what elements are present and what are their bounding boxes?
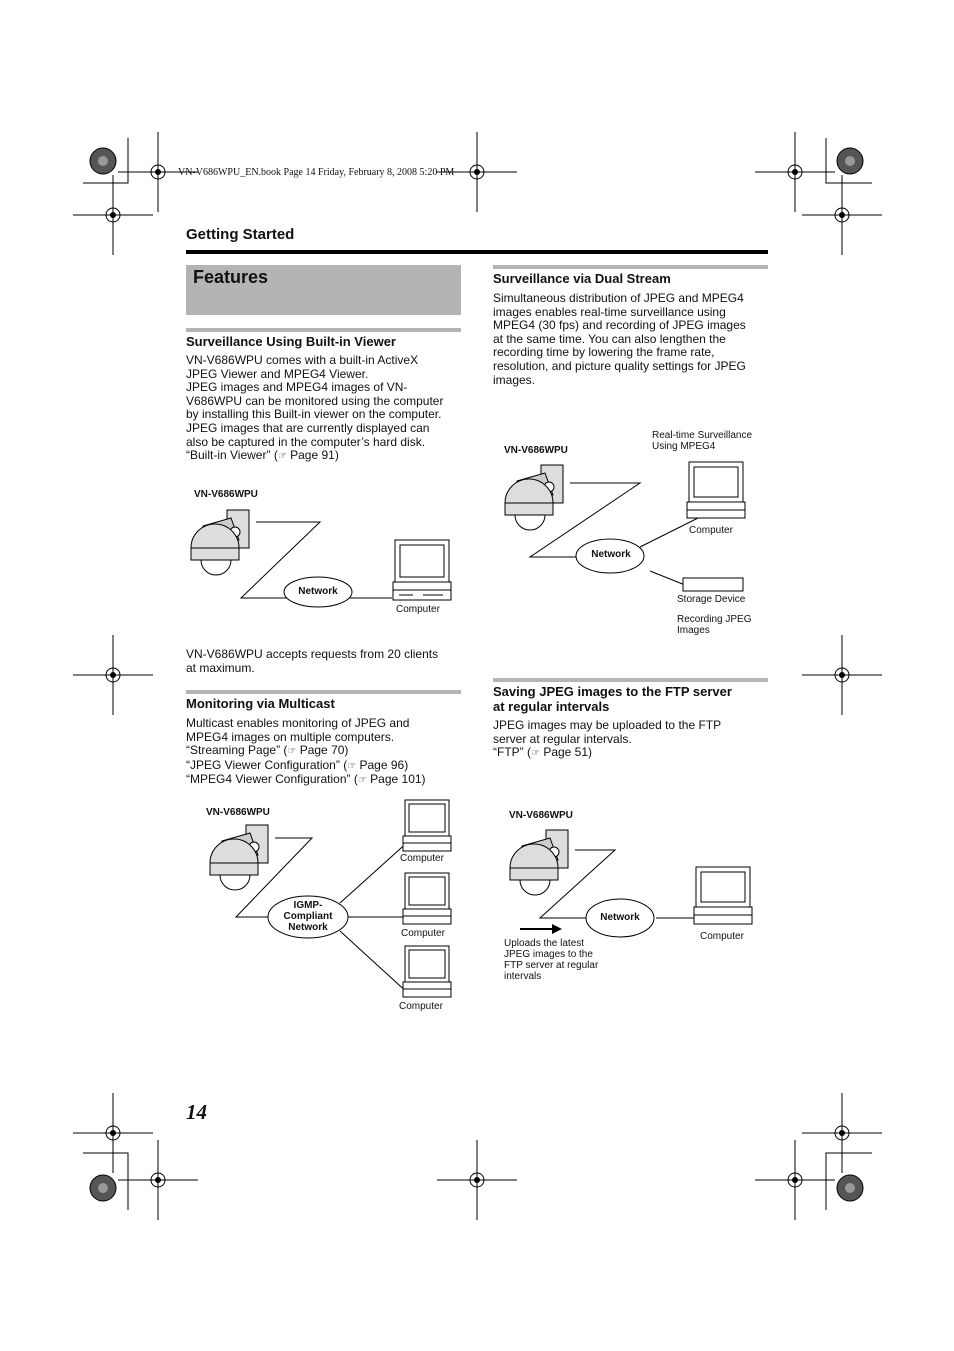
reference-icon: ☞ [287,746,297,758]
section-bar [493,265,768,269]
s2-ref: “MPEG4 Viewer Configuration” (☞ Page 101) [186,772,426,787]
camera-icon [210,825,268,890]
s1-body [186,354,443,464]
diagram-built-in-viewer [186,505,461,620]
section-bar [186,328,461,332]
s4-body [493,719,721,761]
s1-line: by installing this Built-in viewer on the computer. [186,407,442,422]
camera-icon [505,465,563,530]
network-label: IGMP- Compliant Network [283,900,333,933]
book-info: VN-V686WPU_EN.book Page 14 Friday, February 8, 2008 5:20 PM [178,167,455,178]
section-bar [186,690,461,694]
crosshair-icon [755,1140,835,1220]
s4-heading: Saving JPEG images to the FTP server at regular intervals [493,684,732,714]
s1-ref: “Built-in Viewer” (☞ Page 91) [186,448,339,463]
page-number: 14 [186,1100,207,1124]
section-title: Getting Started [186,226,295,243]
device-label: VN-V686WPU [504,445,568,456]
s1-line: V686WPU can be monitored using the computer [186,393,444,408]
s2-heading: Monitoring via Multicast [186,696,335,711]
computer-icon [403,946,451,997]
header-rule [186,250,768,254]
recording-label: Recording JPEG Images [677,614,752,636]
crosshair-icon [802,175,882,255]
registration-star-icon [90,148,116,174]
computer-label: Computer [400,853,444,864]
s1-line: JPEG Viewer and MPEG4 Viewer. [186,366,369,381]
s3-line: MPEG4 (30 fps) and recording of JPEG images [493,318,746,333]
s3-line: recording time by lowering the frame rate, [493,345,715,360]
device-label: VN-V686WPU [509,810,573,821]
crosshair-icon [73,175,153,255]
section-bar [493,678,768,682]
s1-heading: Surveillance Using Built-in Viewer [186,334,396,349]
computer-icon [403,873,451,924]
s1-line: JPEG images and MPEG4 images of VN- [186,380,408,395]
crosshair-icon [755,132,835,212]
registration-star-icon [90,1175,116,1201]
camera-icon [191,510,249,575]
computer-label: Computer [689,525,733,536]
crosshair-icon [73,635,153,715]
computer-label: Computer [401,928,445,939]
s3-heading: Surveillance via Dual Stream [493,271,671,286]
network-label: Network [591,549,631,560]
s3-body [493,292,746,387]
computer-icon [687,462,745,518]
computer-icon [694,867,752,924]
realtime-label: Real-time Surveillance Using MPEG4 [652,430,753,452]
crosshair-icon [437,1140,517,1220]
s1-line: JPEG images that are currently displayed can [186,420,430,435]
reference-icon: ☞ [357,775,367,787]
computer-label: Computer [396,604,440,615]
s2-line: Multicast enables monitoring of JPEG and [186,716,410,730]
storage-device-icon [683,578,743,591]
crosshair-icon [802,1093,882,1173]
s1-line: VN-V686WPU comes with a built-in ActiveX [186,353,419,367]
upload-note: Uploads the latest JPEG images to the FTP server at regular intervals [504,938,599,982]
reference-icon: ☞ [277,451,287,463]
page-title: Features [193,267,269,287]
reference-icon: ☞ [347,760,357,772]
s1-line: also be captured in the computer’s hard disk. [186,434,426,449]
camera-icon [510,830,568,895]
computer-icon [403,800,451,851]
crosshair-icon [73,1093,153,1173]
network-label: Network [600,912,640,923]
crosshair-icon [118,1140,198,1220]
storage-label: Storage Device [677,594,746,605]
computer-icon [393,540,451,600]
computer-label: Computer [700,931,744,942]
registration-star-icon [837,1175,863,1201]
network-label: Network [298,586,338,597]
crosshair-icon [802,635,882,715]
s3-line: Simultaneous distribution of JPEG and MPEG4 [493,291,744,305]
s2-ref: “JPEG Viewer Configuration” (☞ Page 96) [186,757,409,772]
device-label: VN-V686WPU [206,807,270,818]
s1-note [186,648,438,675]
s2-ref: “Streaming Page” (☞ Page 70) [186,743,349,758]
s4-line: JPEG images may be uploaded to the FTP [493,718,722,732]
s4-line: server at regular intervals. [493,731,632,746]
registration-star-icon [837,148,863,174]
reference-icon: ☞ [531,748,540,760]
s2-line: MPEG4 images on multiple computers. [186,729,395,744]
arrow-right-icon [520,924,562,934]
computer-label: Computer [399,1001,443,1012]
device-label: VN-V686WPU [194,489,258,500]
s3-line: at the same time. You can also lengthen the [493,331,726,346]
s1-note-line: at maximum. [186,660,255,675]
s1-note-line: VN-V686WPU accepts requests from 20 clients [186,647,439,661]
s2-body [186,717,426,788]
s3-line: images enables real-time surveillance using [493,304,726,319]
s3-line: images. [493,372,536,387]
s3-line: resolution, and picture quality settings for JPEG [493,358,746,373]
s4-ref: “FTP” (☞ Page 51) [493,745,593,760]
